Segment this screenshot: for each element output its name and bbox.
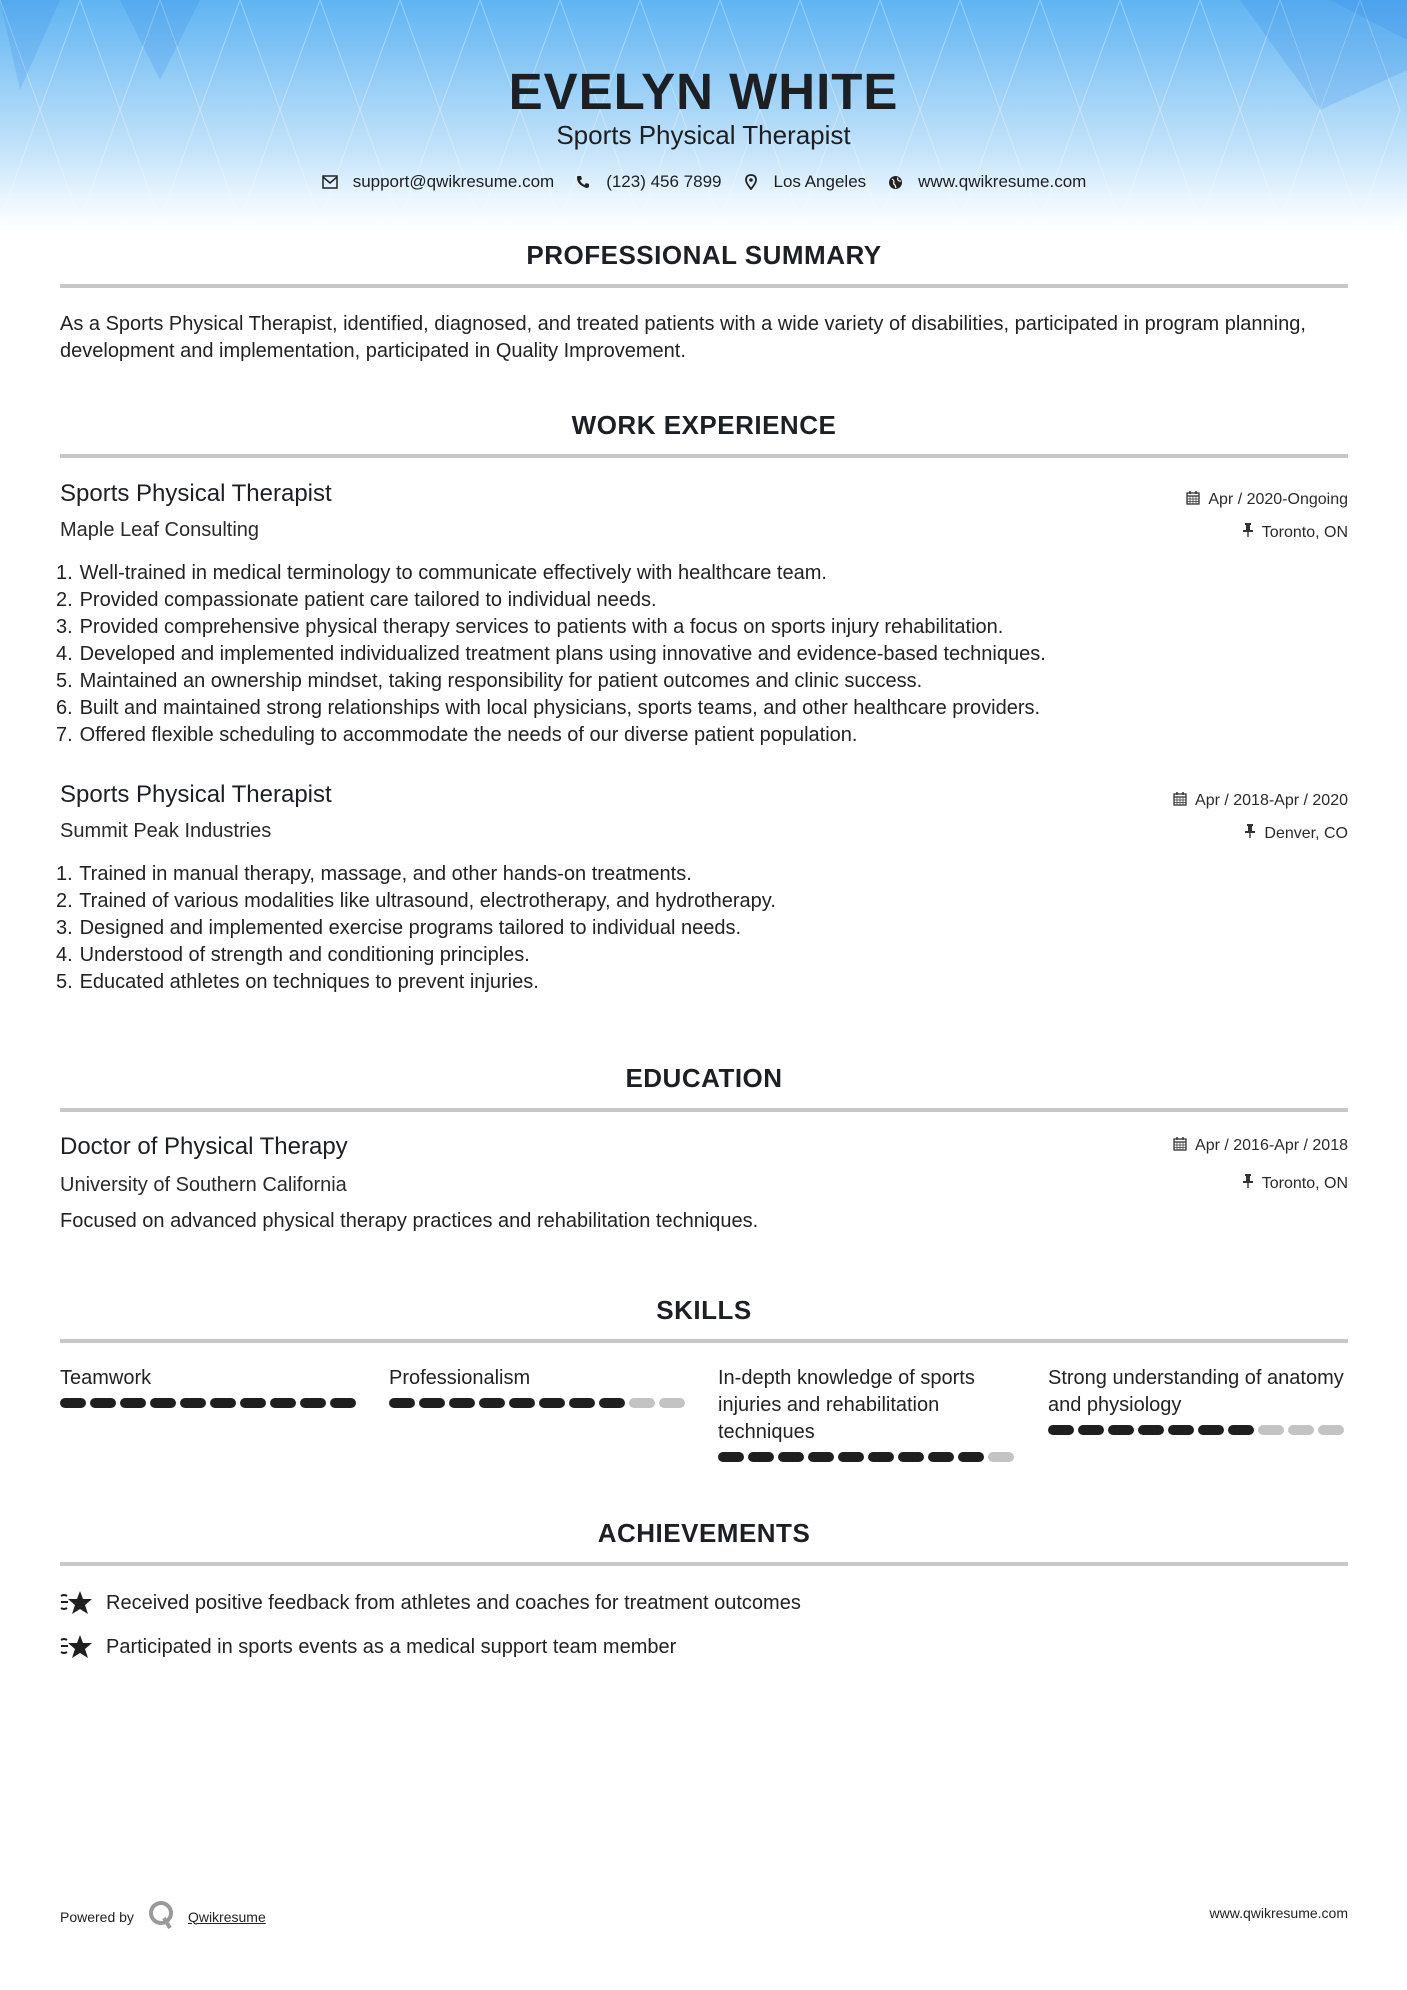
- skill-rating-segment: [449, 1398, 475, 1408]
- skill-item: [718, 1365, 1018, 1462]
- skill-rating-segment: [330, 1398, 356, 1408]
- website-text: www.qwikresume.com: [918, 172, 1087, 191]
- skill-rating-bar: [60, 1398, 360, 1408]
- calendar-icon: [1173, 1136, 1187, 1156]
- contact-phone[interactable]: [574, 172, 721, 192]
- skill-rating-segment: [1318, 1425, 1344, 1435]
- skill-item: [1048, 1365, 1348, 1435]
- list-item: 2. Provided compassionate patient care tailored to individual needs.: [56, 589, 657, 611]
- skill-label: Professionalism: [389, 1367, 531, 1389]
- map-pin-icon: [742, 173, 760, 191]
- education-description: Focused on advanced physical therapy practices and rehabilitation techniques.: [60, 1210, 759, 1232]
- globe-icon: [886, 173, 904, 191]
- job-dates: Apr / 2020-Ongoing: [1186, 490, 1348, 510]
- skill-rating-segment: [868, 1452, 894, 1462]
- skill-rating-segment: [1198, 1425, 1224, 1435]
- skill-rating-segment: [240, 1398, 266, 1408]
- skill-rating-segment: [808, 1452, 834, 1462]
- skill-label: In-depth knowledge of sports injuries and rehabilitation techniques: [718, 1367, 975, 1443]
- skill-rating-segment: [1168, 1425, 1194, 1435]
- location-text: Los Angeles: [773, 172, 867, 191]
- achievements-heading: ACHIEVEMENTS: [597, 1518, 811, 1548]
- job-location: Denver, CO: [1244, 823, 1348, 844]
- summary-text: As a Sports Physical Therapist, identified, diagnosed, and treated patients with a wide variety of disabilities, participated in program planning, development and implementation, participated in Quality Improvement.: [60, 313, 1306, 362]
- phone-text: (123) 456 7899: [606, 172, 722, 191]
- qwikresume-logo-icon: [148, 1900, 176, 1933]
- footer-powered-by: Powered by Qwikresume: [60, 1900, 266, 1933]
- degree-title: Doctor of Physical Therapy: [60, 1133, 348, 1160]
- skill-rating-segment: [479, 1398, 505, 1408]
- job-title: Sports Physical Therapist: [60, 480, 332, 507]
- skill-rating-bar: [718, 1452, 1018, 1462]
- skill-rating-segment: [569, 1398, 595, 1408]
- calendar-icon: [1186, 490, 1200, 510]
- skill-rating-segment: [210, 1398, 236, 1408]
- list-item: 4. Developed and implemented individualized treatment plans using innovative and evidence-based techniques.: [56, 643, 1046, 665]
- list-item: 3. Provided comprehensive physical therapy services to patients with a focus on sports injury rehabilitation.: [56, 616, 1004, 638]
- skill-rating-segment: [748, 1452, 774, 1462]
- skill-rating-segment: [389, 1398, 415, 1408]
- skill-rating-segment: [90, 1398, 116, 1408]
- section-divider: [60, 284, 1348, 288]
- skill-rating-segment: [1108, 1425, 1134, 1435]
- skill-rating-bar: [389, 1398, 689, 1408]
- education-heading: EDUCATION: [625, 1063, 783, 1093]
- section-divider: [60, 1108, 1348, 1112]
- skill-rating-segment: [988, 1452, 1014, 1462]
- list-item: 1. Well-trained in medical terminology to communicate effectively with healthcare team.: [56, 562, 827, 584]
- summary-heading: PROFESSIONAL SUMMARY: [526, 240, 882, 270]
- school-name: University of Southern California: [60, 1174, 347, 1196]
- skill-rating-segment: [1078, 1425, 1104, 1435]
- skill-rating-segment: [718, 1452, 744, 1462]
- skill-rating-segment: [180, 1398, 206, 1408]
- resume-header: [0, 0, 1407, 235]
- contact-bar: [0, 172, 1407, 192]
- qwikresume-link[interactable]: Qwikresume: [187, 1908, 266, 1925]
- skill-rating-segment: [150, 1398, 176, 1408]
- skill-rating-segment: [629, 1398, 655, 1408]
- list-item: 5. Educated athletes on techniques to prevent injuries.: [56, 971, 539, 993]
- skill-rating-segment: [928, 1452, 954, 1462]
- envelope-icon: [321, 173, 339, 191]
- skill-rating-bar: [1048, 1425, 1348, 1435]
- pushpin-icon: [1242, 522, 1254, 543]
- skill-rating-segment: [300, 1398, 326, 1408]
- job-location: Toronto, ON: [1242, 522, 1348, 543]
- job-responsibilities: [56, 861, 1346, 996]
- skill-rating-segment: [898, 1452, 924, 1462]
- candidate-title: Sports Physical Therapist: [556, 120, 851, 150]
- phone-icon: [574, 173, 592, 191]
- list-item: 6. Built and maintained strong relationships with local physicians, sports teams, and other healthcare providers.: [56, 697, 1041, 719]
- email-text: support@qwikresume.com: [352, 172, 555, 191]
- contact-website[interactable]: [886, 172, 1086, 192]
- list-item: 7. Offered flexible scheduling to accommodate the needs of our diverse patient population.: [56, 724, 858, 746]
- skill-rating-segment: [120, 1398, 146, 1408]
- skill-rating-segment: [509, 1398, 535, 1408]
- skill-rating-segment: [1048, 1425, 1074, 1435]
- list-item: 5. Maintained an ownership mindset, taking responsibility for patient outcomes and clinic success.: [56, 670, 923, 692]
- pushpin-icon: [1244, 823, 1256, 844]
- list-item: 1. Trained in manual therapy, massage, and other hands-on treatments.: [56, 863, 692, 885]
- skill-rating-segment: [539, 1398, 565, 1408]
- education-dates: Apr / 2016-Apr / 2018: [1173, 1136, 1348, 1156]
- shooting-star-icon: [60, 1632, 94, 1662]
- skill-rating-segment: [1258, 1425, 1284, 1435]
- skill-label: Teamwork: [60, 1367, 152, 1389]
- list-item: 2. Trained of various modalities like ultrasound, electrotherapy, and hydrotherapy.: [56, 890, 776, 912]
- skill-item: [389, 1365, 689, 1408]
- skill-rating-segment: [270, 1398, 296, 1408]
- contact-location: [742, 172, 867, 192]
- education-location: Toronto, ON: [1242, 1173, 1348, 1194]
- footer-website[interactable]: www.qwikresume.com: [1209, 1905, 1348, 1921]
- job-responsibilities: [56, 560, 1346, 749]
- skill-rating-segment: [1288, 1425, 1314, 1435]
- job-dates: Apr / 2018-Apr / 2020: [1173, 791, 1348, 811]
- skill-rating-segment: [778, 1452, 804, 1462]
- skill-rating-segment: [1228, 1425, 1254, 1435]
- calendar-icon: [1173, 791, 1187, 811]
- job-company: Summit Peak Industries: [60, 820, 272, 842]
- contact-email[interactable]: [321, 172, 555, 192]
- skills-heading: SKILLS: [656, 1295, 752, 1325]
- skill-rating-segment: [419, 1398, 445, 1408]
- skill-rating-segment: [958, 1452, 984, 1462]
- achievement-item: Received positive feedback from athletes and coaches for treatment outcomes: [60, 1588, 801, 1618]
- achievement-item: Participated in sports events as a medical support team member: [60, 1632, 676, 1662]
- list-item: 4. Understood of strength and conditioning principles.: [56, 944, 530, 966]
- section-divider: [60, 454, 1348, 458]
- skill-rating-segment: [599, 1398, 625, 1408]
- skill-rating-segment: [1138, 1425, 1164, 1435]
- skill-rating-segment: [60, 1398, 86, 1408]
- skill-item: [60, 1365, 360, 1408]
- job-title: Sports Physical Therapist: [60, 781, 332, 808]
- candidate-name: EVELYN WHITE: [508, 63, 899, 120]
- list-item: 3. Designed and implemented exercise programs tailored to individual needs.: [56, 917, 742, 939]
- section-divider: [60, 1562, 1348, 1566]
- skill-rating-segment: [659, 1398, 685, 1408]
- shooting-star-icon: [60, 1588, 94, 1618]
- job-company: Maple Leaf Consulting: [60, 519, 260, 541]
- skill-label: Strong understanding of anatomy and physiology: [1048, 1367, 1344, 1416]
- experience-heading: WORK EXPERIENCE: [571, 410, 837, 440]
- pushpin-icon: [1242, 1173, 1254, 1194]
- skill-rating-segment: [838, 1452, 864, 1462]
- section-divider: [60, 1339, 1348, 1343]
